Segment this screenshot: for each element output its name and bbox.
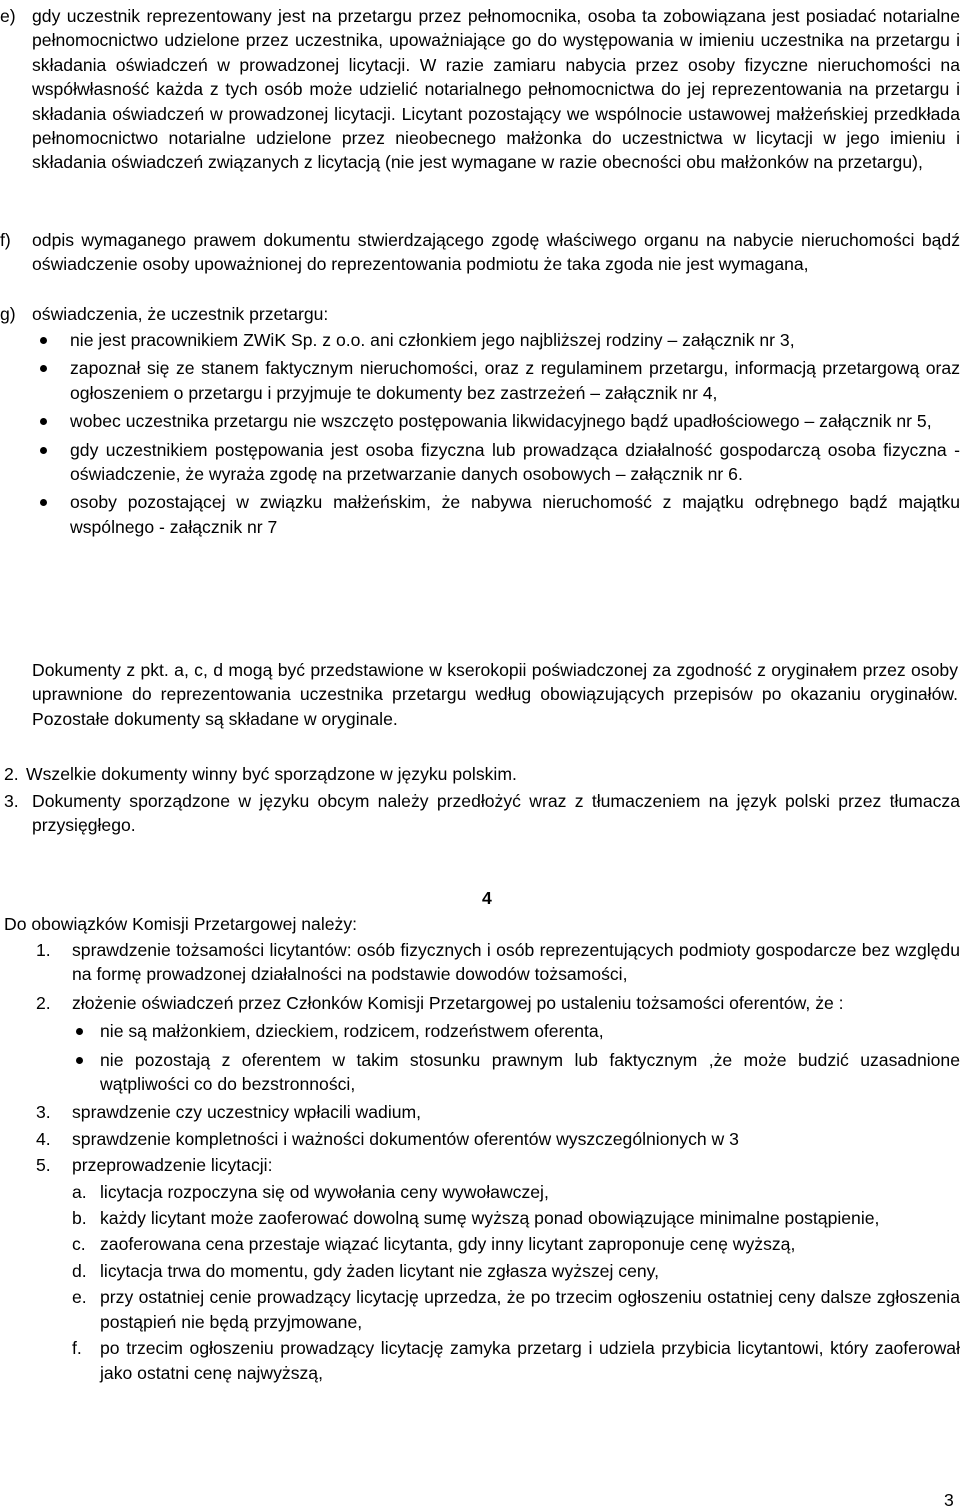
bullet-item [0,356,960,405]
licytacja-item-e [0,1285,960,1334]
list-item-f [0,228,960,277]
item-text: każdy licytant może zaoferować dowolną sumę wyższą ponad obowiązujące minimalne postąpienie, [100,1208,880,1229]
list-item-text: gdy uczestnik reprezentowany jest na przetargu przez pełnomocnika, osoba ta zobowiązana jest posiadać notarialne pełnomocnictwo udzielone przez uczestnika, upoważniające go do występowania w imieniu uczestnika na przetargu i składania oświadczeń w prowadzonej licytacji. W razie zamiaru nabycia przez osoby fizyczne nieruchomości na współwłasność każda z tych osób może udzielić notarialnego pełnomocnictwa do jej reprezentowania na przetargu i składania oświadczeń w prowadzonej licytacji. Licytant pozostający we wspólnocie ustawowej małżeńskiej przedkłada pełnomocnictwo notarialne udzielone przez nieobecnego małżonka do uczestnictwa w licytacji w jego imieniu i składania oświadczeń związanych z licytacją (nie jest wymagane w razie obecności obu małżonków na przetargu), [32,6,960,173]
section-item-3 [0,1100,960,1124]
bullet-text: osoby pozostającej w związku małżeńskim, że nabywa nieruchomość z majątku odrębnego bądź majątku wspólnego - załącznik nr 7 [70,492,960,537]
bullet-icon [40,418,47,425]
bullet-icon [40,499,47,506]
section-item-4 [0,1127,960,1151]
point-text: Wszelkie dokumenty winny być sporządzone w języku polskim. [26,764,517,784]
section-item-1 [0,938,960,987]
item-text: przy ostatniej cenie prowadzący licytację uprzedza, że po trzecim ogłoszeniu ostatniej ceny dalsze zgłoszenia postąpień nie będą przyjmowane, [100,1287,960,1332]
item-text: złożenie oświadczeń przez Członków Komisji Przetargowej po ustaleniu tożsamości oferentów, że : [72,992,844,1013]
item-marker: e. [72,1287,87,1308]
item-marker: 2. [36,992,51,1013]
item-text: licytacja trwa do momentu, gdy żaden licytant nie zgłasza wyższej ceny, [100,1260,660,1281]
item-marker: b. [72,1208,87,1229]
point-marker: 2. [4,764,19,784]
point-marker: 3. [4,791,19,811]
item-marker: c. [72,1234,86,1255]
bullet-text: nie pozostają z oferentem w takim stosunku prawnym lub faktycznym ,że może budzić uzasadnione wątpliwości co do bezstronności, [100,1049,960,1095]
bullet-icon [76,1057,83,1064]
bullet-icon [40,447,47,454]
list-marker: e) [0,6,16,26]
list-item-text: oświadczenia, że uczestnik przetargu: [32,304,329,324]
bullet-text: gdy uczestnikiem postępowania jest osoba fizyczna lub prowadząca działalność gospodarczą osoba fizyczna - oświadczenie, że wyraża zgodę na przetwarzanie danych osobowych – załącznik nr 6. [70,439,960,485]
item-marker: a. [72,1181,87,1202]
item-marker: 5. [36,1155,51,1176]
bullet-icon [76,1028,83,1035]
item-text: zaoferowana cena przestaje wiązać licytanta, gdy inny licytant zaproponuje cenę wyższą, [100,1234,796,1255]
item-marker: d. [72,1260,87,1281]
item-text: sprawdzenie kompletności i ważności dokumentów oferentów wyszczególnionych w 3 [72,1128,739,1149]
section-list [0,938,960,1385]
section-intro: Do obowiązków Komisji Przetargowej należy: [4,914,358,934]
list-marker: f) [0,230,11,250]
item-marker: 4. [36,1128,51,1149]
list-item-e [0,4,960,175]
bullet-text: wobec uczestnika przetargu nie wszczęto postępowania likwidacyjnego bądź upadłościowego – załącznik nr 5, [70,411,932,432]
bullet-item [0,328,960,352]
documents-paragraph: Dokumenty z pkt. a, c, d mogą być przedstawione w kserokopii poświadczonej za zgodność z oryginałem przez osoby uprawnione do reprezentowania uczestnika przetargu według obowiązujących przepisów po okazaniu oryginałów. Pozostałe dokumenty są składane w oryginale. [32,660,958,729]
bullet-item [0,409,960,433]
item-text: sprawdzenie czy uczestnicy wpłacili wadium, [72,1102,422,1123]
bullet-icon [40,365,47,372]
point-text: Dokumenty sporządzone w języku obcym należy przedłożyć wraz z tłumaczeniem na język polski przez tłumacza przysięgłego. [32,791,960,836]
bullet-icon [40,337,47,344]
bullet-item [0,438,960,487]
bullet-item [0,1019,960,1043]
list-marker: g) [0,304,16,324]
licytacja-item-c [0,1232,960,1256]
numbered-point-2 [0,762,960,786]
licytacja-item-d [0,1259,960,1283]
item-marker: 3. [36,1102,51,1123]
bullet-item [0,490,960,539]
section-item-5 [0,1153,960,1177]
numbered-point-3 [0,789,960,838]
item-text: po trzecim ogłoszeniu prowadzący licytację zamyka przetarg i udziela przybicia licytantowi, który zaoferował jako ostatni cenę najwyższą, [100,1338,960,1383]
item-text: sprawdzenie tożsamości licytantów: osób fizycznych i osób reprezentujących podmioty gospodarcze bez względu na formę prowadzonej działalności na podstawie dowodów tożsamości, [72,940,960,985]
bullet-list-g [0,328,960,539]
bullet-text: nie jest pracownikiem ZWiK Sp. z o.o. ani członkiem jego najbliższej rodziny – załącznik nr 3, [70,330,795,350]
licytacja-item-a [0,1180,960,1204]
bullet-text: zapoznał się ze stanem faktycznym nieruchomości, oraz z regulaminem przetargu, informacją przetargową oraz ogłoszeniem o przetargu i przyjmuje te dokumenty bez zastrzeżeń – załącznik nr 4, [70,358,960,403]
item-text: licytacja rozpoczyna się od wywołania ceny wywoławczej, [100,1181,549,1202]
item-text: przeprowadzenie licytacji: [72,1155,273,1176]
section-item-2 [0,991,960,1015]
licytacja-item-f [0,1336,960,1385]
bullet-text: nie są małżonkiem, dzieckiem, rodzicem, rodzeństwem oferenta, [100,1021,604,1042]
item-marker: 1. [36,940,51,960]
list-item-text: odpis wymaganego prawem dokumentu stwierdzającego zgodę właściwego organu na nabycie nieruchomości bądź oświadczenie osoby upoważnionej do reprezentowania podmiotu że taka zgoda nie jest wymagana, [32,230,960,275]
page-number: 3 [944,1490,954,1510]
item-marker: f. [72,1338,82,1359]
list-item-g [0,302,960,326]
bullet-item [0,1048,960,1097]
licytacja-item-b [0,1206,960,1230]
section-number: 4 [482,888,492,908]
